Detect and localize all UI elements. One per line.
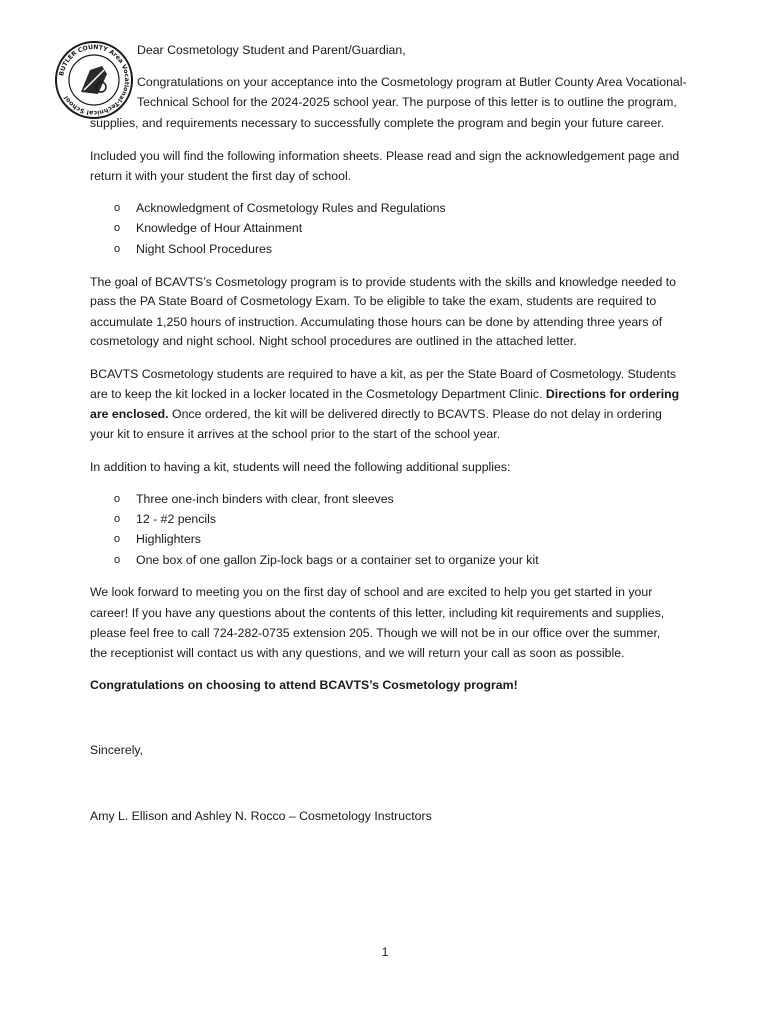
included-line-1: Included you will find the following information sheets. Please read and sign the acknowledgement page and: [90, 149, 680, 163]
kit-line-2: [90, 386, 679, 402]
list-item: Highlighters: [136, 532, 201, 546]
signoff: Sincerely,: [90, 743, 144, 757]
intro-line-1: Congratulations on your acceptance into the Cosmetology program at Butler County Area Vocational-: [137, 75, 687, 89]
page-number: 1: [381, 945, 389, 959]
bullet-marker: o: [114, 533, 121, 545]
list-item: Night School Procedures: [136, 242, 273, 256]
congratulations-statement: Congratulations on choosing to attend BCAVTS’s Cosmetology program!: [90, 678, 518, 692]
list-item: One box of one gallon Zip-lock bags or a container set to organize your kit: [136, 553, 539, 567]
intro-line-3: supplies, and requirements necessary to successfully complete the program and begin your future career.: [90, 116, 665, 130]
kit-line-4: your kit to ensure it arrives at the school prior to the start of the school year.: [90, 427, 501, 441]
goal-line-3: accumulate 1,250 hours of instruction. Accumulating those hours can be done by attending three years of: [90, 315, 663, 329]
school-seal-logo: [54, 40, 134, 120]
list-item: Three one-inch binders with clear, front sleeves: [136, 492, 394, 506]
bullet-marker: o: [114, 202, 121, 214]
list-item: Acknowledgment of Cosmetology Rules and Regulations: [136, 201, 446, 215]
bullet-marker: o: [114, 554, 121, 566]
goal-line-1: The goal of BCAVTS’s Cosmetology program is to provide students with the skills and knowledge needed to: [90, 275, 677, 289]
intro-line-2: Technical School for the 2024-2025 school year. The purpose of this letter is to outline the program,: [137, 95, 677, 109]
goal-line-2: pass the PA State Board of Cosmetology Exam. To be eligible to take the exam, students are required to: [90, 294, 657, 308]
kit-line-3: [90, 406, 662, 422]
closing-line-2: career! If you have any questions about the contents of this letter, including kit requirements and supplies,: [90, 606, 665, 620]
kit-directions-bold: Directions for ordering: [545, 387, 680, 401]
closing-line-3: please feel free to call 724-282-0735 extension 205. Though we will not be in our office over the summer,: [90, 626, 661, 640]
supplies-intro: In addition to having a kit, students will need the following additional supplies:: [90, 460, 511, 474]
kit-enclosed-bold: are enclosed.: [90, 407, 169, 421]
bullet-marker: o: [114, 222, 121, 234]
signature: Amy L. Ellison and Ashley N. Rocco – Cosmetology Instructors: [90, 809, 432, 823]
list-item: Knowledge of Hour Attainment: [136, 221, 303, 235]
bullet-marker: o: [114, 513, 121, 525]
goal-line-4: cosmetology and night school. Night school procedures are outlined in the attached letter.: [90, 334, 577, 348]
salutation: Dear Cosmetology Student and Parent/Guardian,: [137, 43, 406, 57]
bullet-marker: o: [114, 493, 121, 505]
bullet-marker: o: [114, 243, 121, 255]
closing-line-1: We look forward to meeting you on the first day of school and are excited to help you get started in your: [90, 585, 653, 599]
included-line-2: return it with your student the first day of school.: [90, 169, 352, 183]
list-item: 12 - #2 pencils: [136, 512, 216, 526]
kit-line-3-text: Once ordered, the kit will be delivered directly to BCAVTS. Please do not delay in ordering: [168, 407, 662, 421]
closing-line-4: the receptionist will contact us with any questions, and we will return your call as soon as possible.: [90, 646, 625, 660]
kit-line-2-text: are to keep the kit locked in a locker located in the Cosmetology Department Clinic.: [90, 387, 546, 401]
svg-text:BUTLER COUNTY Area Vocational-: BUTLER COUNTY Area Vocational-Technical School: [58, 43, 131, 117]
kit-line-1: BCAVTS Cosmetology students are required to have a kit, as per the State Board of Cosmetology. Students: [90, 367, 677, 381]
